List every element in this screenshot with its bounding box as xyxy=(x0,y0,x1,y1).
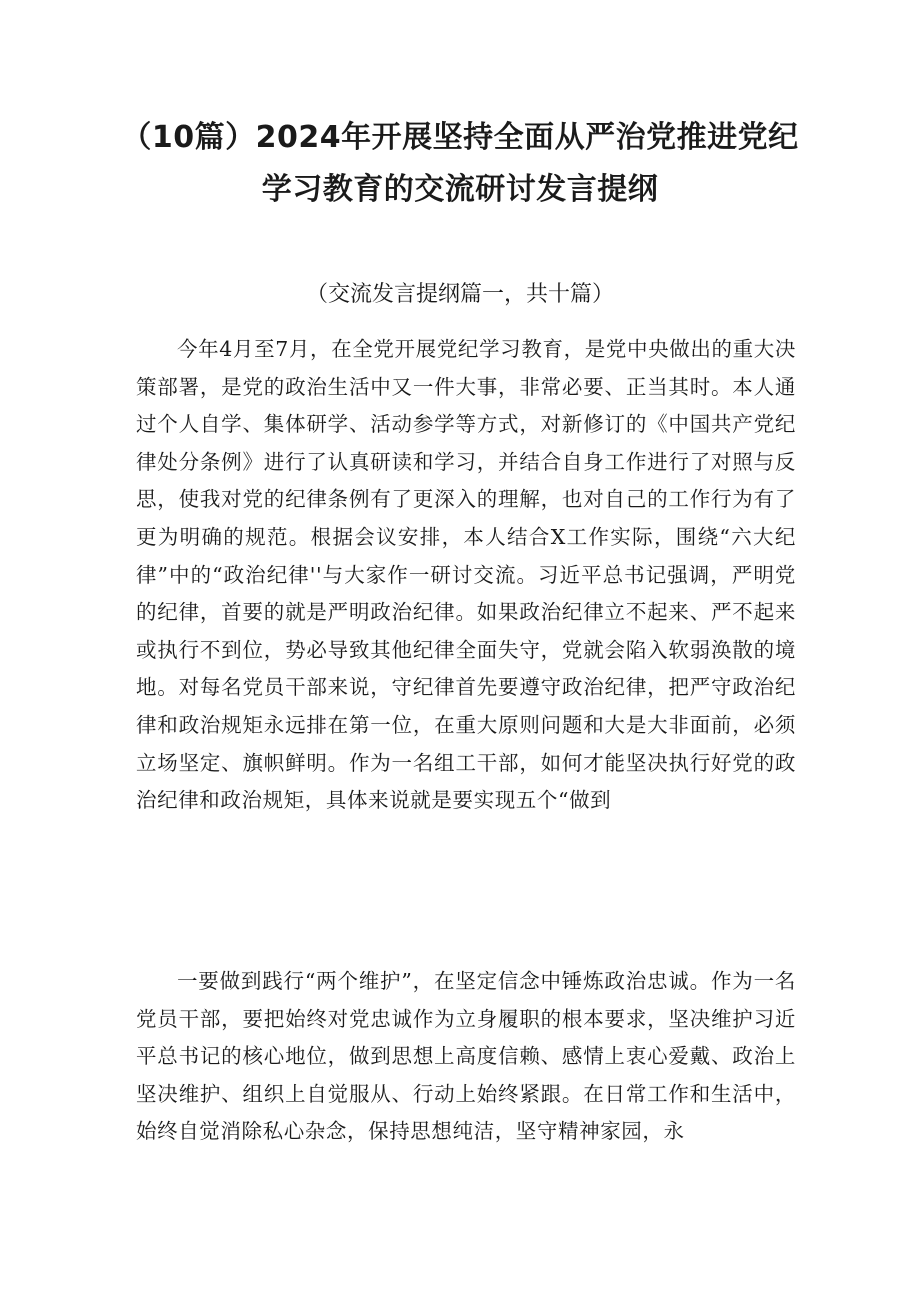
document-title-line-2: 学习教育的交流研讨发言提纲 xyxy=(261,172,659,207)
body-paragraph-2: 一要做到践行“两个维护”，在坚定信念中锤炼政治忠诚。作为一名党员干部，要把始终对党忠诚作为立身履职的根本要求，坚决维护习近平总书记的核心地位，做到思想上高度信赖、感情上衷心爱戴、政治上坚决维护、组织上自觉服从、行动上始终紧跟。在日常工作和生活中，始终自觉消除私心杂念，保持思想纯洁，坚守精神家园，永 xyxy=(136,969,796,1144)
body-paragraph-1: 今年4月至7月，在全党开展党纪学习教育，是党中央做出的重大决策部署，是党的政治生活中又一件大事，非常必要、正当其时。本人通过个人自学、集体研学、活动参学等方式，对新修订的《中国共产党纪律处分条例》进行了认真研读和学习，并结合自身工作进行了对照与反思，使我对党的纪律条例有了更深入的理解，也对自己的工作行为有了更为明确的规范。根据会议安排，本人结合X工作实际，围绕“六大纪律”中的“政治纪律''与大家作一研讨交流。习近平总书记强调，严明党的纪律，首要的就是严明政治纪律。如果政治纪律立不起来、严不起来或执行不到位，势必导致其他纪律全面失守，党就会陷入软弱涣散的境地。对每名党员干部来说，守纪律首先要遵守政治纪律，把严守政治纪律和政治规矩永远排在第一位，在重大原则问题和大是大非面前，必须立场坚定、旗帜鲜明。作为一名组工干部，如何才能坚决执行好党的政治纪律和政治规矩，具体来说就是要实现五个“做到 xyxy=(136,337,796,813)
document-subtitle: （交流发言提纲篇一，共十篇） xyxy=(305,282,614,307)
document-title-line-1: （10篇）2024年开展坚持全面从严治党推进党纪 xyxy=(121,120,799,155)
